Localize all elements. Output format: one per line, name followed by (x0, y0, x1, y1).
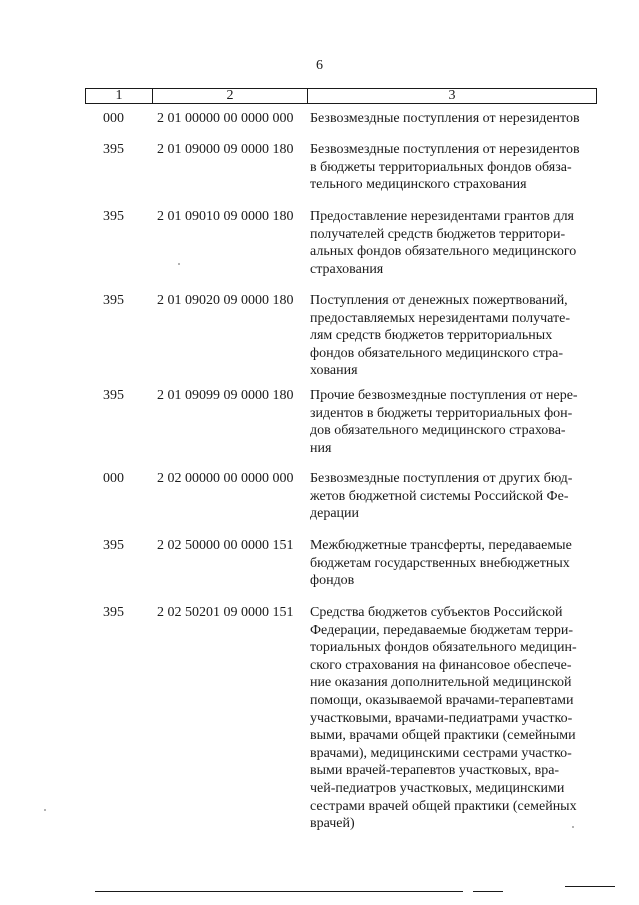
row-description-line: врачей) (310, 816, 355, 832)
row-description-line: Прочие безвозмездные поступления от нере- (310, 388, 578, 403)
row-description-line: альных фондов обязательного медицинского (310, 244, 577, 260)
row-description-line: врачами), медицинскими сестрами участко- (310, 745, 572, 761)
row-description (310, 292, 597, 380)
row-description-line: фондов (310, 573, 355, 589)
row-description-line: жетов бюджетной системы Российской Фе- (310, 488, 569, 504)
row-description-line: ние оказания дополнительной медицинской (310, 675, 572, 691)
row-description-line: тельного медицинского страхования (310, 177, 527, 193)
row-description (310, 208, 597, 278)
row-description (310, 387, 597, 457)
row-code: 395 (103, 538, 124, 553)
row-description-line: помощи, оказываемой врачами-терапевтами (310, 692, 574, 708)
row-code: 395 (103, 388, 124, 403)
row-description-line: ского страхования на финансовое обеспече- (310, 657, 572, 673)
row-description-line: выми, врачами общей практики (семейными (310, 728, 576, 744)
row-description (310, 141, 597, 194)
row-code: 395 (103, 605, 124, 620)
row-code: 000 (103, 111, 124, 126)
row-classification-code: 2 02 50201 09 0000 151 (157, 605, 294, 620)
row-description-line: Безвозмездные поступления от нерезидентов (310, 111, 580, 126)
footer-rule-middle (473, 891, 503, 892)
row-description-line: Предоставление нерезидентами грантов для (310, 209, 574, 224)
row-description-line: Безвозмездные поступления от других бюд- (310, 471, 573, 486)
row-description-line: хования (310, 363, 358, 379)
row-code: 000 (103, 471, 124, 486)
row-description-line: дов обязательного медицинского страхова- (310, 423, 566, 439)
row-description (310, 604, 597, 833)
row-classification-code: 2 01 09020 09 0000 180 (157, 293, 294, 308)
row-description-line: Федерации, передаваемые бюджетам терри- (310, 622, 574, 638)
row-description-line: чей-педиатров участковых, медицинскими (310, 780, 565, 796)
row-description-line: в бюджеты территориальных фондов обяза- (310, 159, 572, 175)
row-classification-code: 2 02 50000 00 0000 151 (157, 538, 294, 553)
row-code: 395 (103, 293, 124, 308)
row-description-line: ния (310, 440, 332, 456)
row-code: 395 (103, 209, 124, 224)
scan-speck (572, 826, 574, 828)
header-col-3: 3 (448, 88, 456, 103)
footer-rule-left (95, 891, 463, 892)
row-description-line: получателей средств бюджетов территори- (310, 226, 566, 242)
row-description-line: ториальных фондов обязательного медицин- (310, 640, 577, 656)
row-description-line: бюджетам государственных внебюджетных (310, 555, 570, 571)
row-description-line: выми врачей-терапевтов участковых, вра- (310, 763, 560, 779)
row-description (310, 470, 597, 523)
header-col-1: 1 (86, 89, 153, 103)
row-description-line: сестрами врачей общей практики (семейных (310, 798, 577, 814)
row-description-line: зидентов в бюджеты территориальных фон- (310, 405, 573, 421)
row-classification-code: 2 01 00000 00 0000 000 (157, 111, 294, 126)
row-description (310, 537, 597, 590)
row-description-line: Межбюджетные трансферты, передаваемые (310, 538, 572, 553)
row-description-line: Средства бюджетов субъектов Российской (310, 605, 563, 620)
footer-rule-right (565, 886, 615, 887)
row-description-line: лям средств бюджетов территориальных (310, 328, 553, 344)
row-code: 395 (103, 142, 124, 157)
row-description-line: страхования (310, 261, 384, 277)
row-description-line: дерации (310, 506, 360, 522)
row-description-line: Безвозмездные поступления от нерезидентов (310, 142, 580, 157)
scan-speck (178, 263, 180, 265)
header-col-2: 2 (153, 89, 308, 103)
row-classification-code: 2 02 00000 00 0000 000 (157, 471, 294, 486)
row-classification-code: 2 01 09000 09 0000 180 (157, 142, 294, 157)
row-description-line: фондов обязательного медицинского стра- (310, 345, 564, 361)
row-description (310, 110, 597, 128)
row-description-line: предоставляемых нерезидентами получате- (310, 310, 571, 326)
row-description-line: Поступления от денежных пожертвований, (310, 293, 568, 308)
page-number: 6 (316, 58, 323, 73)
row-classification-code: 2 01 09099 09 0000 180 (157, 388, 294, 403)
row-classification-code: 2 01 09010 09 0000 180 (157, 209, 294, 224)
row-description-line: участковыми, врачами-педиатрами участко- (310, 710, 573, 726)
scan-speck (44, 809, 46, 811)
table-header (85, 88, 597, 104)
